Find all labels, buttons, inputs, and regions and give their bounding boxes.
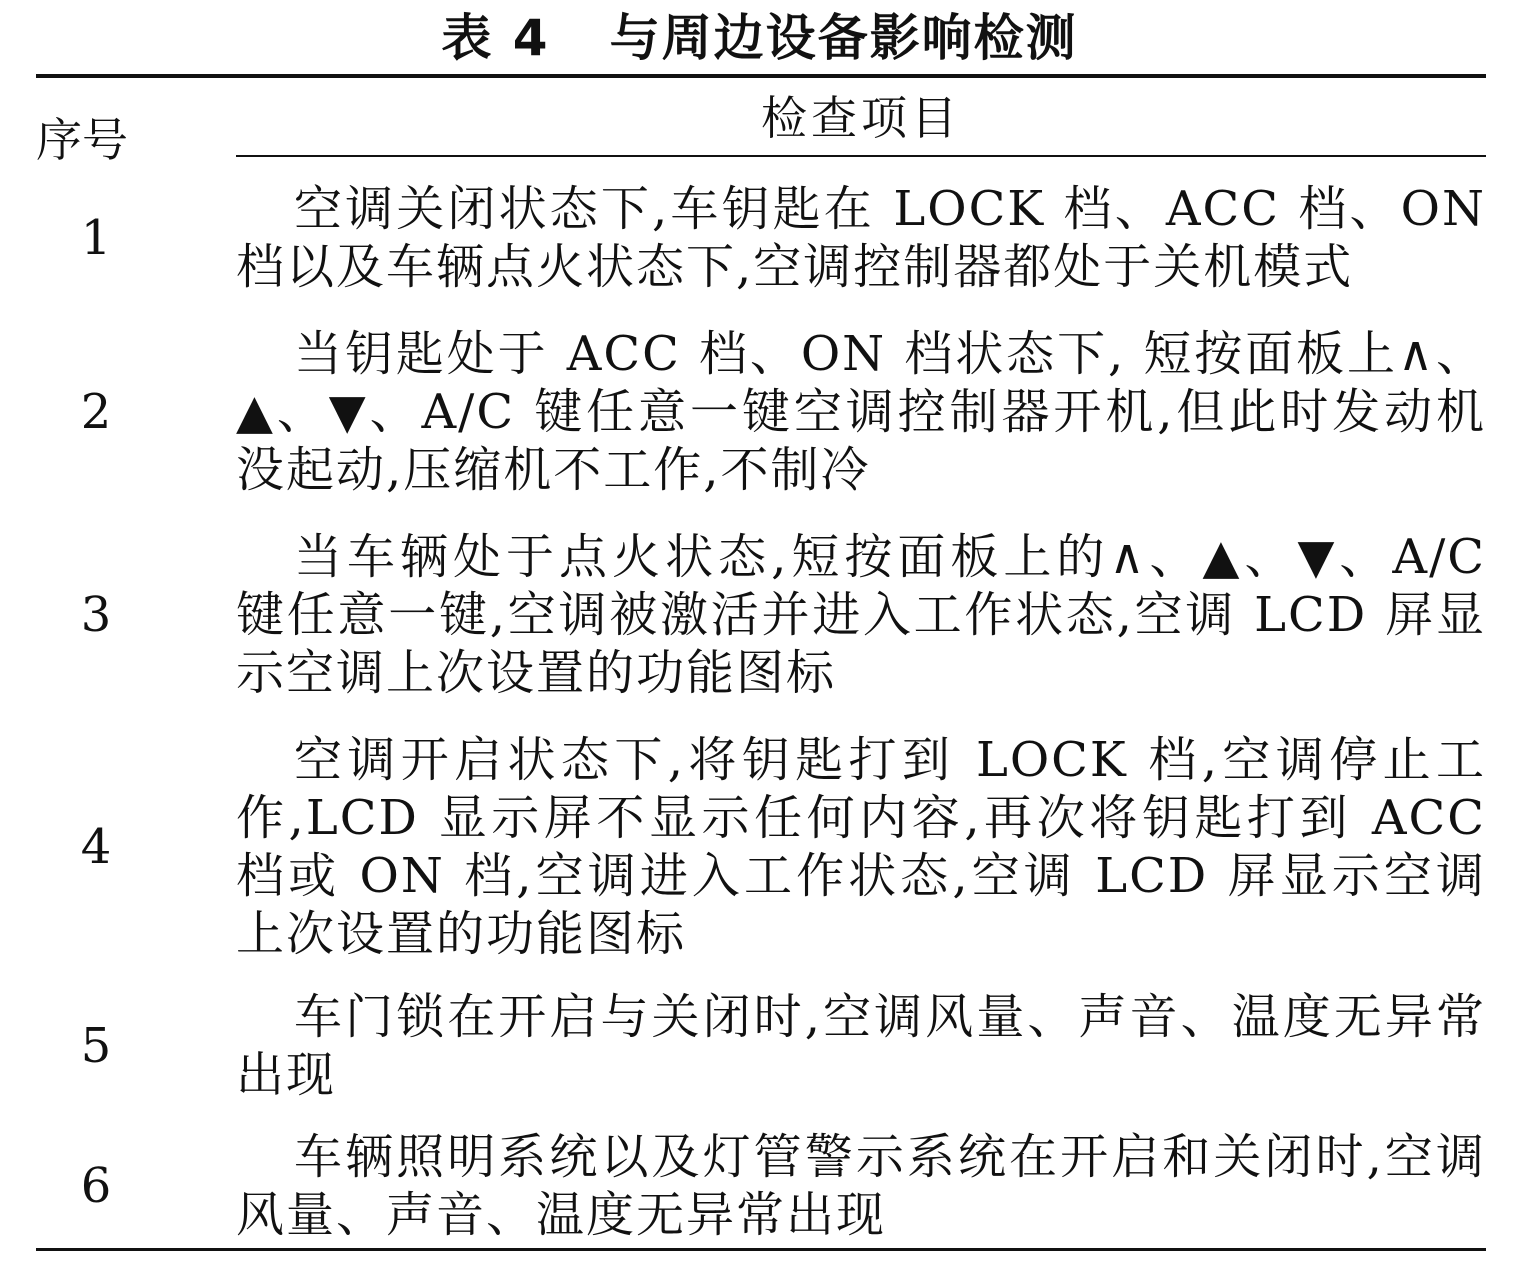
header-rule bbox=[236, 155, 1486, 157]
table-row bbox=[36, 325, 1486, 499]
table-number: 表 4 bbox=[441, 9, 550, 67]
row-text: 空调开启状态下,将钥匙打到 LOCK 档,空调停止工作,LCD 显示屏不显示任何内容,再次将钥匙打到 ACC 档或 ON 档,空调进入工作状态,空调 LCD 屏显示空调上次设置的功能图标 bbox=[236, 732, 1486, 962]
table-row bbox=[36, 988, 1486, 1104]
table-caption: 与周边设备影响检测 bbox=[609, 9, 1078, 67]
row-text: 当钥匙处于 ACC 档、ON 档状态下, 短按面板上∧、▲、▼、A/C 键任意一键空调控制器开机,但此时发动机没起动,压缩机不工作,不制冷 bbox=[236, 326, 1486, 498]
row-text: 车辆照明系统以及灯管警示系统在开启和关闭时,空调风量、声音、温度无异常出现 bbox=[236, 1129, 1486, 1243]
row-seq: 3 bbox=[80, 587, 112, 643]
row-seq: 5 bbox=[80, 1018, 112, 1074]
bottom-rule bbox=[36, 1248, 1486, 1251]
table-title bbox=[0, 8, 1519, 68]
row-seq: 1 bbox=[80, 210, 112, 266]
table-row bbox=[36, 731, 1486, 963]
table-row bbox=[36, 180, 1486, 296]
header-seq: 序号 bbox=[36, 113, 128, 167]
row-seq: 6 bbox=[80, 1158, 112, 1214]
row-seq: 2 bbox=[80, 384, 112, 440]
header-check-item: 检查项目 bbox=[761, 91, 961, 145]
row-seq: 4 bbox=[80, 819, 112, 875]
table-row bbox=[36, 528, 1486, 702]
row-text: 空调关闭状态下,车钥匙在 LOCK 档、ACC 档、ON 档以及车辆点火状态下,空调控制器都处于关机模式 bbox=[236, 181, 1486, 295]
table-row bbox=[36, 1128, 1486, 1244]
row-text: 当车辆处于点火状态,短按面板上的∧、▲、▼、A/C 键任意一键,空调被激活并进入工作状态,空调 LCD 屏显示空调上次设置的功能图标 bbox=[236, 529, 1486, 701]
top-rule bbox=[36, 74, 1486, 78]
row-text: 车门锁在开启与关闭时,空调风量、声音、温度无异常出现 bbox=[236, 989, 1486, 1103]
